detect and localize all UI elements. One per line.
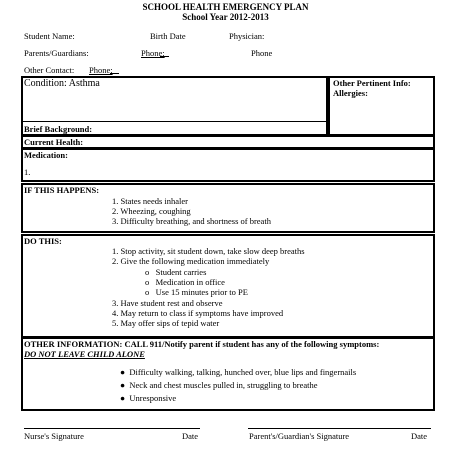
action-item: 5. May offer sips of tepid water [112, 318, 220, 328]
condition-row [24, 78, 100, 89]
condition-value: Asthma [68, 78, 100, 89]
action-item: 2. Give the following medication immediately [112, 256, 270, 266]
bullet-icon: ● [120, 393, 126, 403]
bullet-icon: ● [120, 380, 126, 390]
other-information-label: OTHER INFORMATION: [24, 339, 123, 349]
condition-label: Condition: [24, 78, 67, 89]
phone-label-3: Phone: [89, 65, 113, 75]
nurse-signature-label: Nurse's Signature [24, 431, 84, 441]
symptom-bullet: ● Difficulty walking, talking, hunched over, blue lips and fingernails [120, 367, 357, 377]
allergies-label: Allergies: [333, 88, 368, 98]
symptom-item: 3. Difficulty breathing, and shortness of breath [112, 216, 271, 226]
medication-sub-item: o Student carries [145, 267, 207, 277]
phone-underline-1 [160, 56, 169, 57]
action-item: 4. May return to class if symptoms have improved [112, 308, 284, 318]
student-name-label: Student Name: [24, 31, 75, 41]
brief-background-label: Brief Background: [24, 124, 93, 134]
medication-box [21, 148, 435, 182]
medication-sub-item: o Medication in office [145, 277, 225, 287]
nurse-date-label: Date [182, 431, 199, 441]
birth-date-label: Birth Date [150, 31, 186, 41]
other-contact-label: Other Contact: [24, 65, 75, 75]
other-info-label: Other Pertinent Info: [333, 78, 411, 88]
do-this-label: DO THIS: [24, 236, 62, 246]
if-this-happens-label: IF THIS HAPPENS: [24, 185, 100, 195]
parent-signature-label: Parent's/Guardian's Signature [249, 431, 350, 441]
background-divider [21, 121, 328, 122]
plan-title: SCHOOL HEALTH EMERGENCY PLAN [142, 2, 309, 12]
symptom-bullet: ● Neck and chest muscles pulled in, struggling to breathe [120, 380, 318, 390]
do-not-leave-warning: DO NOT LEAVE CHILD ALONE [24, 349, 145, 359]
other-information-text: CALL 911/Notify parent if student has any of the following symptoms: [122, 339, 380, 349]
symptom-bullet: ● Unresponsive [120, 393, 177, 403]
phone-label-2: Phone [251, 48, 273, 58]
parent-date-label: Date [411, 431, 428, 441]
parent-signature-line[interactable] [248, 428, 431, 429]
medication-sub-item: o Use 15 minutes prior to PE [145, 287, 248, 297]
medication-label: Medication: [24, 150, 68, 160]
symptom-item: 1. States needs inhaler [112, 196, 189, 206]
nurse-signature-line[interactable] [24, 428, 200, 429]
phone-underline-3 [110, 73, 119, 74]
parents-label: Parents/Guardians: [24, 48, 89, 58]
phone-label-1: Phone: [141, 48, 165, 58]
physician-label: Physician: [229, 31, 265, 41]
current-health-label: Current Health: [24, 137, 84, 147]
school-year: School Year 2012-2013 [182, 12, 269, 22]
action-item: 1. Stop activity, sit student down, take slow deep breaths [112, 246, 305, 256]
other-information-row [24, 339, 379, 349]
symptom-item: 2. Wheezing, coughing [112, 206, 191, 216]
bullet-icon: ● [120, 367, 126, 377]
medication-item: 1. [24, 167, 31, 177]
action-item: 3. Have student rest and observe [112, 298, 223, 308]
